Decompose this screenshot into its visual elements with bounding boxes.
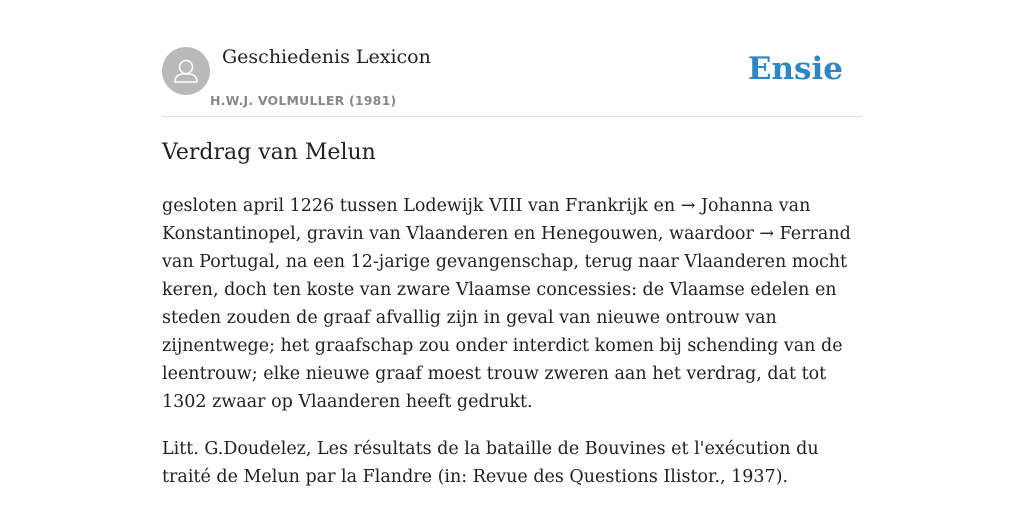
- page-container: [162, 0, 862, 487]
- ensie-logo[interactable]: Ensie: [747, 51, 843, 87]
- entry-literature: Litt. G.Doudelez, Les résultats de la bataille de Bouvines et l'exécution du traité de Melun par la Flandre (in: Revue des Questions Ilistor., 1937).: [162, 439, 819, 487]
- entry-header: [162, 0, 862, 117]
- entry-title: Verdrag van Melun: [162, 140, 376, 165]
- author-avatar[interactable]: [162, 47, 210, 95]
- user-outline-icon: [162, 47, 210, 95]
- source-author: H.W.J. VOLMULLER (1981): [210, 93, 397, 108]
- source-book-title[interactable]: Geschiedenis Lexicon: [222, 46, 431, 68]
- entry-body: gesloten april 1226 tussen Lodewijk VIII van Frankrijk en → Johanna van Konstantinopel, gravin van Vlaanderen en Henegouwen, waardoor → Ferrand van Portugal, na een 12-jarige gevangenschap, terug naar Vlaanderen mocht keren, doch ten koste van zware Vlaamse concessies: de Vlaamse edelen en steden zouden de graaf afvallig zijn in geval van nieuwe ontrouw van zijnentwege; het graafschap zou onder interdict komen bij schending van de leentrouw; elke nieuwe graaf moest trouw zweren aan het verdrag, dat tot 1302 zwaar op Vlaanderen heeft gedrukt.: [162, 196, 851, 412]
